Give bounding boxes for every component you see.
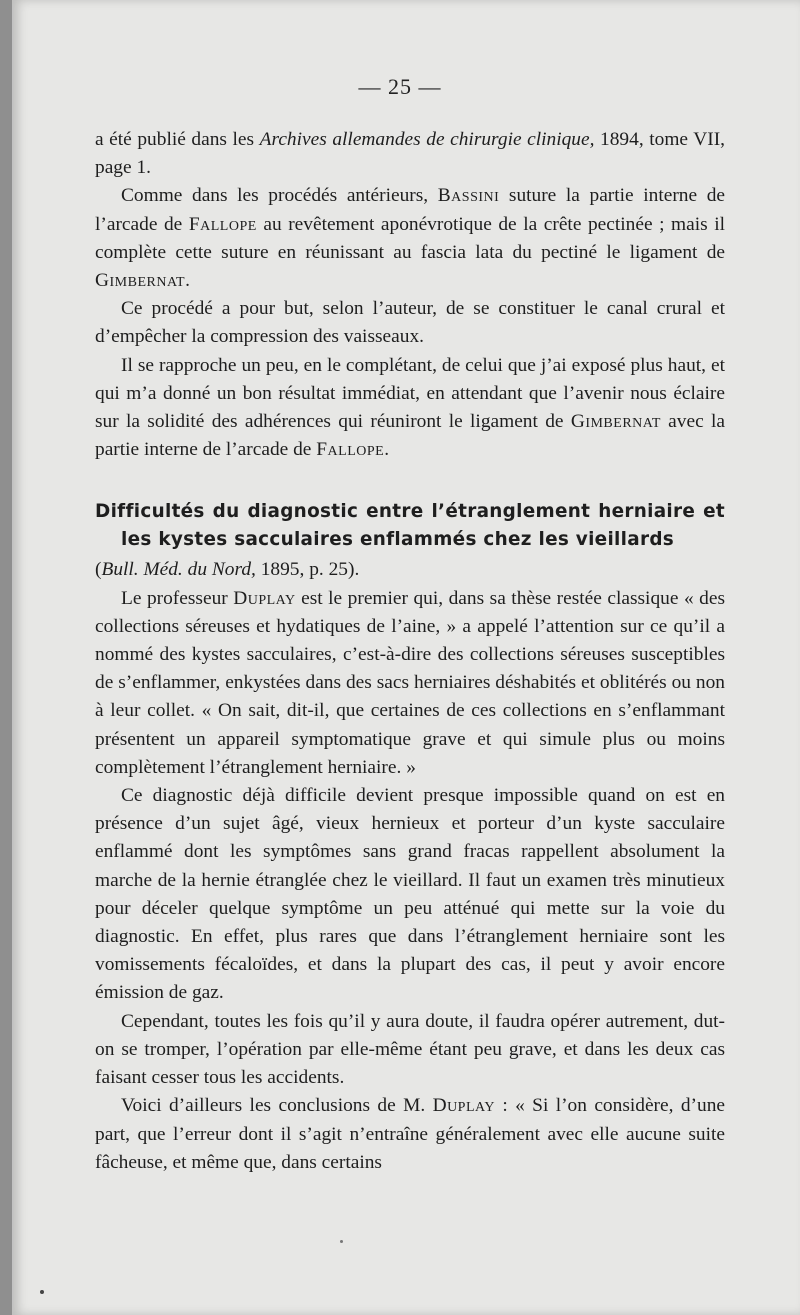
scan-edge [0,0,12,1315]
text-run: a été publié dans les [95,129,260,150]
paragraph-p4 [95,585,725,782]
proper-name: Duplay [432,1095,495,1117]
text-run: Il se rapproche un peu, en le complétant, de celui que j’ai exposé plus haut, et qui m’a donné un bon résultat immédiat, en attendant que l’avenir nous éclaire sur la solidité des adhérences qui réuniront le ligament de [95,354,725,433]
italic-text: Archives allemandes de chirurgie clinique, [259,129,595,150]
paragraph-p2 [95,295,725,351]
text-run: est le premier qui, dans sa thèse restée classique « des collections séreuses et hydatiques de l’aine, » a appelé l’attention sur ce qu’il a nommé des kystes sacculaires, c’est-à-dire des collections séreuses susceptibles de s’enflammer, enkystées dans des sacs herniaires déshabités et oblitérés ou non à leur collet. « On sait, dit-il, que certaines de ces collections en s’enflammant présentent un appareil symptomatique grave et qui simule plus ou moins complètement l’étranglement herniaire. » [95,587,725,778]
paragraph-p7 [95,1092,725,1177]
text-run: suture la partie interne de l’arcade de [95,185,725,235]
text-run: . [185,270,190,292]
section-heading-title: Difficultés du diagnostic entre l’étranglement herniaire et les kystes sacculaires enflammés chez les vieillards [95,501,725,551]
page-number: — 25 — [358,74,442,99]
paragraph-p6 [95,1008,725,1093]
proper-name: Fallope [188,213,257,235]
intro-paragraphs [95,126,725,464]
page-body [95,126,725,1177]
section-heading-reference [95,556,725,584]
paragraph-p3 [95,352,725,465]
section-heading [95,498,725,554]
text-run: Ce diagnostic déjà difficile devient presque impossible quand on est en présence d’un sujet âgé, vieux hernieux et porteur d’un kyste sacculaire enflammé dont les symptômes sans grand fracas rappellent absolument la marche de la hernie étranglée chez le vieillard. Il faut un examen très minutieux pour déceler quelque symptôme un peu atténué qui mette sur la voie du diagnostic. En effet, plus rares que dans l’étranglement herniaire sont les vomissements fécaloïdes, et dans la plupart des cas, il peut y avoir encore émission de gaz. [95,785,725,1004]
text-run: 1894, tome VII, page 1. [95,129,726,179]
italic-text: Bull. Méd. du Nord, [101,559,256,581]
text-run: : « Si l’on considère, d’une part, que l’erreur dont il s’agit n’entraîne généralement avec elle aucune suite fâcheuse, et même que, dans certains [95,1095,725,1173]
text-run: avec la partie interne de l’arcade de [95,411,725,461]
paragraph-p1 [95,182,725,295]
text-run: . [384,439,390,461]
proper-name: Gimbernat [570,411,661,433]
section-paragraphs [95,585,725,1177]
text-run: ( [95,559,102,581]
paragraph-p0 [95,126,725,182]
text-run: 1895, p. 25). [255,559,360,581]
text-run: Ce procédé a pour but, selon l’auteur, de se constituer le canal crural et d’empêcher la compression des vaisseaux. [95,298,725,348]
text-run: Cependant, toutes les fois qu’il y aura doute, il faudra opérer autrement, dut-on se tromper, l’opération par elle-même étant peu grave, et dans les deux cas faisant cesser tous les accidents. [95,1010,725,1089]
proper-name: Duplay [233,587,296,609]
proper-name: Fallope [316,439,385,461]
scan-speck [340,1240,343,1243]
paragraph-p5 [95,782,725,1008]
proper-name: Bassini [437,185,500,207]
text-run: Le professeur [121,587,234,609]
scan-speck [40,1290,44,1294]
proper-name: Gimbernat [95,270,186,292]
text-run: au revêtement aponévrotique de la crête pectinée ; mais il complète cette suture en réunissant au fascia lata du pectiné le ligament de [95,213,726,263]
text-run: Comme dans les procédés antérieurs, [121,185,438,207]
text-run: Voici d’ailleurs les conclusions de M. [121,1095,433,1117]
